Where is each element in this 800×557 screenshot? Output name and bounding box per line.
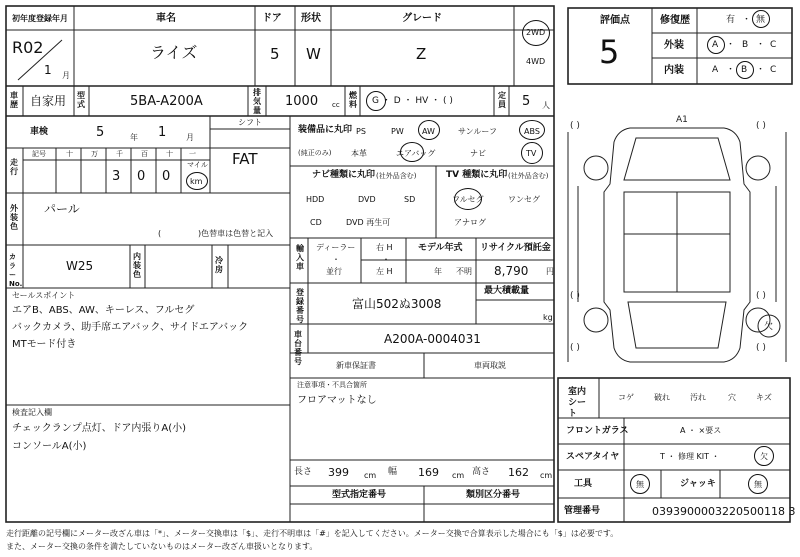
mileage-h-0: 十 xyxy=(66,150,73,158)
max-load-label: 最大積載量 xyxy=(484,286,530,296)
shift-label: シフト xyxy=(238,118,262,127)
plate-value: 富山502ぬ3008 xyxy=(352,297,442,311)
navi-cd: CD xyxy=(310,218,322,227)
interior-a: A xyxy=(712,65,719,75)
equip-pw: PW xyxy=(391,127,404,136)
windshield-label: フロントガラス xyxy=(566,426,629,436)
diagram-bracket-br: ( ) xyxy=(756,291,766,301)
displacement-label: 排気量 xyxy=(253,88,261,115)
displacement-unit: cc xyxy=(332,101,340,109)
diagram-bracket-tl: ( ) xyxy=(570,121,580,131)
model-label: 型式 xyxy=(77,91,85,109)
diagram-damage-mark: 欠 xyxy=(764,322,774,332)
capacity-value: 5 xyxy=(522,94,531,109)
inspector-line-1: コンソールA(小) xyxy=(12,441,87,452)
inspection-year-unit: 年 xyxy=(130,133,138,142)
mileage-kigo: 記号 xyxy=(32,150,46,158)
model-year-unknown: 不明 xyxy=(456,267,472,276)
eval-score: 5 xyxy=(599,33,620,71)
diagram-bracket-rb: ( ) xyxy=(756,343,766,353)
navi-dvd: DVD xyxy=(358,195,376,204)
equipment-sub: (純正のみ) xyxy=(298,149,332,157)
length-label: 長さ xyxy=(294,467,313,477)
interior-sep2: ・ xyxy=(756,65,766,75)
ext-color-note-right: )色替車は色替と記入 xyxy=(198,229,274,238)
width-label: 幅 xyxy=(388,467,398,477)
navi-dvd-play: DVD 再生可 xyxy=(346,218,391,227)
exterior-label: 外装 xyxy=(664,40,684,51)
repair-no: 無 xyxy=(756,15,766,25)
first-reg-month-unit: 月 xyxy=(62,71,70,80)
interior-c: C xyxy=(770,65,777,75)
spare-tire-label: スペアタイヤ xyxy=(566,452,620,462)
diagram-top-label: A1 xyxy=(676,115,688,125)
diagram-bracket-lb: ( ) xyxy=(570,343,580,353)
recycle-unit: 円 xyxy=(546,267,554,276)
car-name-value: ライズ xyxy=(150,43,198,62)
jack-label: ジャッキ xyxy=(680,479,716,489)
mileage-digit-4: 0 xyxy=(162,169,171,184)
displacement-value: 1000 xyxy=(285,94,319,109)
model-value: 5BA-A200A xyxy=(130,94,203,109)
repair-label: 修復歴 xyxy=(660,15,690,26)
interior-sheet-label: 室内シート xyxy=(568,387,587,419)
control-no-label: 管理番号 xyxy=(564,506,601,516)
import-right-h: 右 H xyxy=(376,243,393,252)
sales-point-line-2: MTモード付き xyxy=(12,339,77,350)
mileage-unit-km: km xyxy=(190,177,203,186)
diagram-bracket-bl: ( ) xyxy=(570,291,580,301)
grade-value: Z xyxy=(416,45,427,63)
height-value: 162 xyxy=(508,466,529,479)
shape-label: 形状 xyxy=(301,13,321,24)
drive-4wd: 4WD xyxy=(526,57,546,66)
inspection-label: 車検 xyxy=(30,127,49,137)
tv-label: TV 種類に丸印 xyxy=(446,170,508,180)
interior-label: 内装 xyxy=(664,65,684,76)
capacity-unit: 人 xyxy=(542,101,550,110)
repair-dot: ・ xyxy=(742,15,752,25)
width-unit: cm xyxy=(452,471,465,480)
repair-yes: 有 xyxy=(726,15,736,25)
exterior-sep2: ・ xyxy=(756,40,766,50)
inspector-line-0: チェックランプ点灯、ドア内張りA(小) xyxy=(12,423,187,434)
equip-navi: ナビ xyxy=(470,149,486,158)
tv-oneseg: ワンセグ xyxy=(508,195,540,204)
plate-label: 登録番号 xyxy=(296,288,304,324)
mileage-h-3: 百 xyxy=(141,150,148,158)
frame-value: A200A-0004031 xyxy=(384,332,481,346)
equip-tv: TV xyxy=(526,149,537,158)
diagram-bracket-tr: ( ) xyxy=(756,121,766,131)
width-value: 169 xyxy=(418,466,439,479)
shift-value: FAT xyxy=(232,150,258,168)
equip-aw: AW xyxy=(422,127,435,136)
car-name-label: 車名 xyxy=(156,13,176,24)
color-no-value: W25 xyxy=(66,259,94,273)
exterior-a: A xyxy=(712,40,719,50)
equipment-label: 装備品に丸印 xyxy=(298,125,353,135)
mileage-h-1: 万 xyxy=(91,150,98,158)
use-label: 車歴 xyxy=(10,91,18,109)
door-label: ドア xyxy=(262,13,282,24)
equip-leather: 本革 xyxy=(351,149,367,158)
int-color-label: 内装色 xyxy=(133,252,141,279)
height-unit: cm xyxy=(540,471,553,480)
notes-value: フロアマットなし xyxy=(297,395,377,406)
navi-label: ナビ種類に丸印 xyxy=(312,170,376,180)
sheet-opt-1: 破れ xyxy=(654,393,670,402)
inspection-month-unit: 月 xyxy=(186,133,194,142)
mileage-digit-2: 3 xyxy=(112,169,121,184)
capacity-label: 定員 xyxy=(498,91,506,109)
recycle-label: リサイクル預託金 xyxy=(480,243,551,253)
model-year-unit: 年 xyxy=(434,267,442,276)
fuel-options: G ・ D ・ HV ・ ( ) xyxy=(372,96,453,106)
eval-label: 評価点 xyxy=(600,15,630,26)
fuel-label: 燃料 xyxy=(349,91,357,109)
length-unit: cm xyxy=(364,471,377,480)
ext-color-label: 外装色 xyxy=(10,204,18,231)
drive-2wd: 2WD xyxy=(526,28,546,37)
mileage-label: 走行 xyxy=(10,158,18,176)
tools-label: 工具 xyxy=(574,479,593,489)
import-left-h: 左 H xyxy=(376,267,393,276)
height-label: 高さ xyxy=(472,467,491,477)
length-value: 399 xyxy=(328,466,349,479)
first-reg-label: 初年度登録年月 xyxy=(12,14,68,23)
mileage-h-5: 一 xyxy=(189,150,196,158)
interior-sep1: ・ xyxy=(726,65,736,75)
sales-point-line-1: バックカメラ、助手席エアバック、サイドエアバック xyxy=(12,322,249,333)
grade-label: グレード xyxy=(402,13,442,24)
equip-abs: ABS xyxy=(524,127,540,136)
use-value: 自家用 xyxy=(30,94,67,108)
tv-sub: (社外品含む) xyxy=(508,172,549,180)
ext-color-value: パール xyxy=(44,202,80,216)
footnote-line-1: また、メーター交換の条件を満たしていないものはメーター改ざん車扱いとなります。 xyxy=(6,542,318,551)
mileage-digit-3: 0 xyxy=(137,169,146,184)
import-label: 輸入車 xyxy=(296,244,304,271)
model-year-label: モデル年式 xyxy=(418,243,463,253)
import-dot2: ・ xyxy=(382,255,390,264)
equip-sunroof: サンルーフ xyxy=(458,127,497,136)
doors-value: 5 xyxy=(270,45,280,63)
first-reg-era-year: R02 xyxy=(12,38,44,57)
windshield-opts: A ・ ×要ス xyxy=(680,426,722,435)
navi-hdd: HDD xyxy=(306,195,325,204)
warranty-manual: 車両取説 xyxy=(474,361,506,370)
import-dot: ・ xyxy=(332,255,340,264)
type-designation-label: 型式指定番号 xyxy=(332,490,387,500)
sales-point-label: セールスポイント xyxy=(12,291,76,300)
exterior-c: C xyxy=(770,40,777,50)
exterior-b: B xyxy=(742,40,749,50)
frame-label: 車台番号 xyxy=(294,330,302,366)
sheet-opt-0: コゲ xyxy=(618,393,634,402)
footnote-line-0: 走行距離の記号欄にメーター改ざん車は「*」、メーター交換車は「$」、走行不明車は「#」を記入してください。メーター交換で合算表示した場合にも「$」は必要です。 xyxy=(6,529,619,538)
color-no-label: カラー No. xyxy=(9,253,23,288)
navi-sd: SD xyxy=(404,195,416,204)
tv-analog: アナログ xyxy=(454,218,486,227)
spare-tire-opts: T ・ 修理 KIT ・ xyxy=(660,452,720,461)
mileage-h-4: 十 xyxy=(166,150,173,158)
vehicle-condition-diagram xyxy=(560,112,800,378)
notes-label: 注意事項・不具合箇所 xyxy=(297,381,367,389)
import-dealer: ディーラー xyxy=(316,243,356,252)
sheet-opt-2: 汚れ xyxy=(690,393,706,402)
recycle-value: 8,790 xyxy=(494,264,529,278)
ac-label: 冷房 xyxy=(215,256,223,274)
import-parallel: 並行 xyxy=(326,267,342,276)
sales-point-line-0: エアB、ABS、AW、キーレス、フルセグ xyxy=(12,305,195,316)
shape-value: W xyxy=(306,45,321,63)
warranty-new-car: 新車保証書 xyxy=(336,361,376,370)
first-reg-month: 1 xyxy=(44,63,52,77)
control-no-value: 0393900003220500118 3 xyxy=(652,505,796,518)
class-designation-label: 類別区分番号 xyxy=(466,490,521,500)
equip-ps: PS xyxy=(356,127,366,136)
interior-b: B xyxy=(741,65,748,75)
sheet-opt-4: キズ xyxy=(756,393,772,402)
inspection-month: 1 xyxy=(158,125,167,140)
exterior-sep1: ・ xyxy=(726,40,736,50)
mileage-h-2: 千 xyxy=(116,150,123,158)
tv-fullseg: フルセグ xyxy=(452,195,484,204)
navi-sub: (社外品含む) xyxy=(376,172,417,180)
sheet-opt-3: 穴 xyxy=(728,393,736,402)
max-load-unit: kg xyxy=(543,313,553,322)
inspection-year: 5 xyxy=(96,125,105,140)
ext-color-note-left: ( xyxy=(158,229,162,238)
tools-circled: 無 xyxy=(636,480,644,489)
inspector-label: 検査記入欄 xyxy=(12,408,52,417)
equip-airbag: エアバッグ xyxy=(396,149,436,158)
spare-tire-circled: 欠 xyxy=(760,452,768,461)
mileage-unit-mile: マイル xyxy=(187,161,208,169)
jack-circled: 無 xyxy=(754,480,762,489)
